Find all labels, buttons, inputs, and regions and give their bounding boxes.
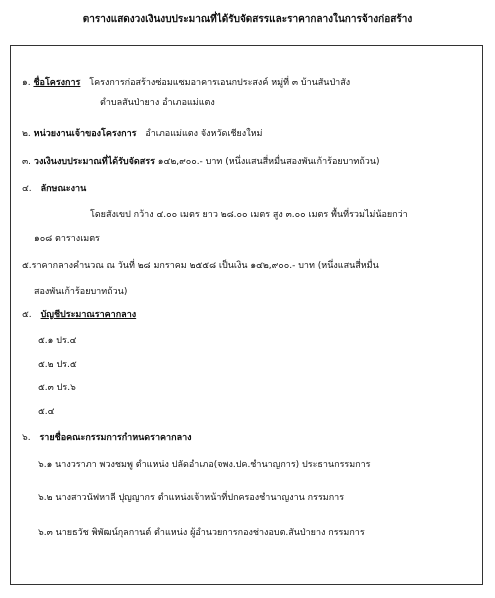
bill-number: ๕.: [22, 310, 32, 320]
owner-number: ๒.: [22, 129, 31, 139]
bill-item: ๕.๑ ปร.๔: [38, 336, 77, 346]
bill-item: ๕.๔: [38, 407, 55, 417]
budget-label: วงเงินงบประมาณที่ได้รับจัดสรร: [33, 157, 155, 167]
bill-item: ๕.๒ ปร.๕: [38, 360, 77, 370]
price-line-1: ๕.ราคากลางคำนวณ ณ วันที่ ๒๘ มกราคม ๒๕๕๘ เป็นเงิน ๑๔๒,๙๐๐.- บาท (หนึ่งแสนสี่หมื่น: [22, 261, 379, 271]
project-value: โครงการก่อสร้างซ่อมแซมอาคารเอนกประสงค์ หมู่ที่ ๓ บ้านสันป่าสัง: [89, 78, 351, 88]
project-row: [22, 77, 350, 89]
nature-line-1: โดยสังเขป กว้าง ๔.๐๐ เมตร ยาว ๒๘.๐๐ เมตร สูง ๓.๐๐ เมตร พื้นที่รวมไม่น้อยกว่า: [90, 210, 408, 220]
committee-member: ๖.๒ นางสาวนัฟหาลี ปุญญากร ตำแหน่งเจ้าหน้าที่ปกครองชำนาญงาน กรรมการ: [38, 493, 345, 503]
bill-row: [22, 309, 136, 321]
budget-value: ๑๔๒,๙๐๐.- บาท (หนึ่งแสนสี่หมื่นสองพันเก้าร้อยบาทถ้วน): [157, 157, 380, 167]
budget-number: ๓.: [22, 157, 32, 167]
budget-row: [22, 156, 380, 168]
committee-member: ๖.๑ นางวราภา พวงชมพู ตำแหน่ง ปลัดอำเภอ(จพง.ปค.ชำนาญการ) ประธานกรรมการ: [38, 460, 371, 470]
committee-row: [22, 432, 192, 444]
nature-number: ๔.: [22, 184, 32, 194]
project-location: ตำบลสันป่ายาง อำเภอแม่แตง: [100, 98, 215, 108]
document-title: ตารางแสดงวงเงินงบประมาณที่ได้รับจัดสรรและราคากลางในการจ้างก่อสร้าง: [82, 14, 413, 25]
project-number: ๑.: [22, 78, 31, 88]
owner-row: [22, 128, 262, 140]
nature-row: [22, 183, 86, 195]
committee-label: รายชื่อคณะกรรมการกำหนดราคากลาง: [39, 433, 192, 443]
bill-item: ๕.๓ ปร.๖: [38, 383, 76, 393]
project-label: ชื่อโครงการ: [33, 78, 81, 88]
nature-line-2: ๑๐๘ ตารางเมตร: [34, 234, 100, 244]
committee-member: ๖.๓ นายธวัช พิพัฒน์กุลกานต์ ตำแหน่ง ผู้อำนวยการกองช่างอบต.สันป่ายาง กรรมการ: [38, 528, 365, 538]
price-line-2: สองพันเก้าร้อยบาทถ้วน): [34, 287, 128, 297]
nature-label: ลักษณะงาน: [40, 184, 87, 194]
owner-label: หน่วยงานเจ้าของโครงการ: [33, 129, 137, 139]
bill-label: บัญชีประมาณราคากลาง: [40, 310, 137, 320]
owner-value: อำเภอแม่แตง จังหวัดเชียงใหม่: [145, 129, 263, 139]
committee-number: ๖.: [22, 433, 31, 443]
